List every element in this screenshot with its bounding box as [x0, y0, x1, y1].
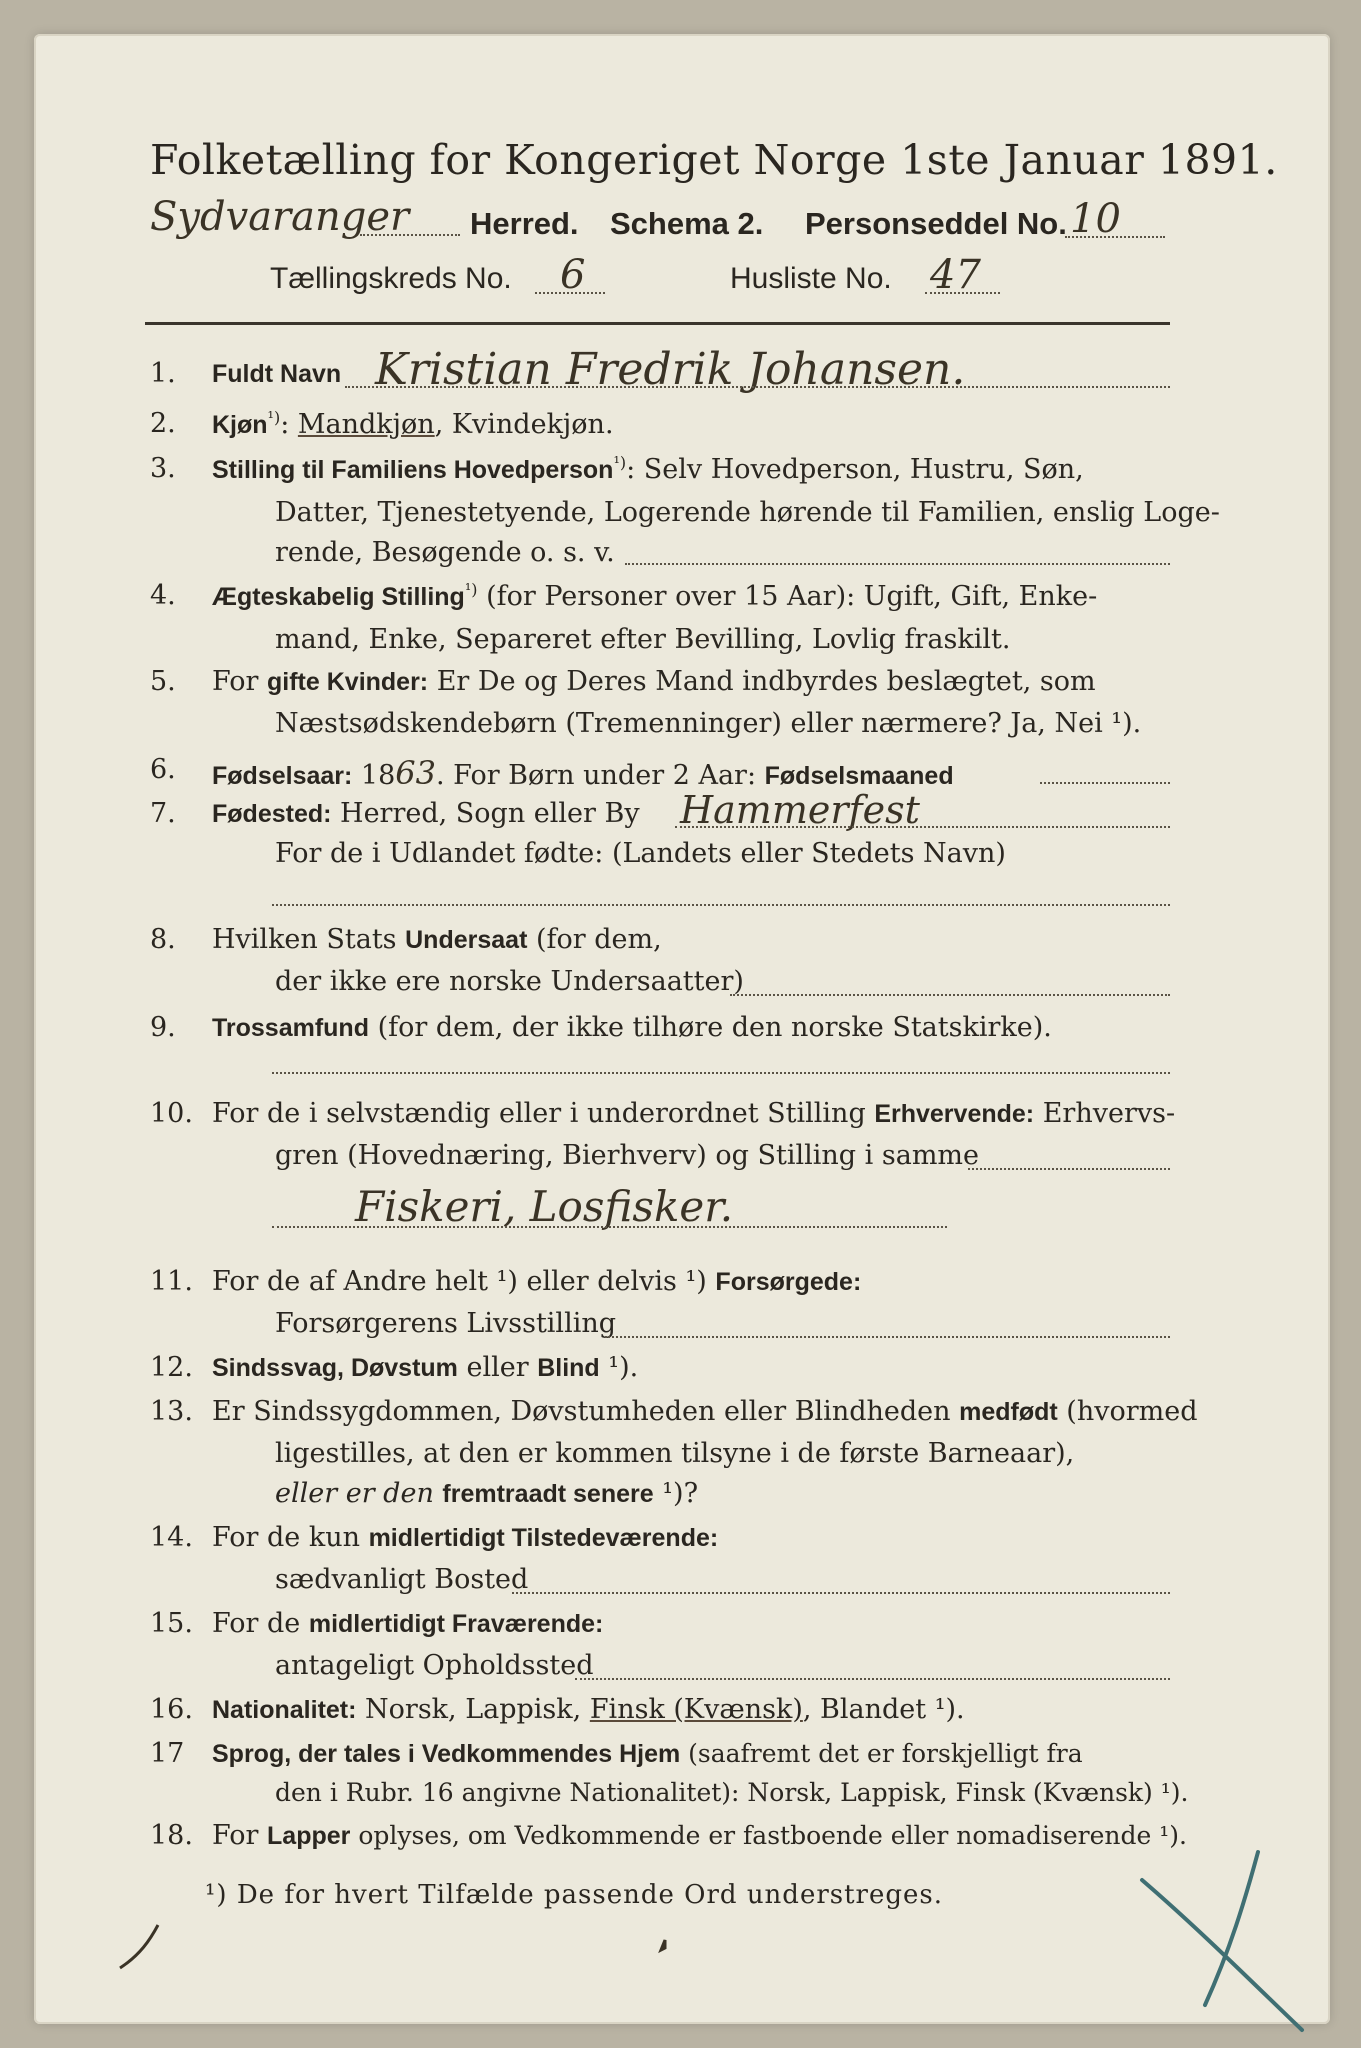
occupation-value: Fiskeri, Losfisker. [355, 1182, 734, 1231]
selected-mandkjon: Mandkjøn [297, 409, 435, 440]
herred-name: Sydvaranger [150, 194, 410, 240]
footnote: ¹) De for hvert Tilfælde passende Ord understreges. [205, 1880, 944, 1910]
pencil-cross-mark [1142, 1852, 1302, 2030]
pen-mark [661, 1940, 665, 1950]
form-title: Folketælling for Kongeriget Norge 1ste Januar 1891. [150, 136, 1278, 184]
kreds-label: Tællingskreds No. [270, 262, 512, 295]
personseddel-no: 10 [1070, 196, 1121, 242]
personseddel-label: Personseddel No. [805, 206, 1067, 241]
birthplace-value: Hammerfest [680, 788, 920, 832]
herred-label: Herred. [470, 206, 579, 241]
full-name-value: Kristian Fredrik Johansen. [375, 344, 966, 395]
husliste-no: 47 [930, 252, 981, 298]
selected-finsk: Finsk (Kvænsk) [589, 1694, 803, 1725]
husliste-label: Husliste No. [730, 262, 892, 295]
pen-mark [120, 1925, 158, 1968]
birth-year-value: 63 [395, 754, 437, 792]
kreds-no: 6 [560, 252, 586, 298]
schema-label: Schema 2. [610, 206, 764, 241]
full-name-label: Fuldt Navn [212, 360, 342, 388]
